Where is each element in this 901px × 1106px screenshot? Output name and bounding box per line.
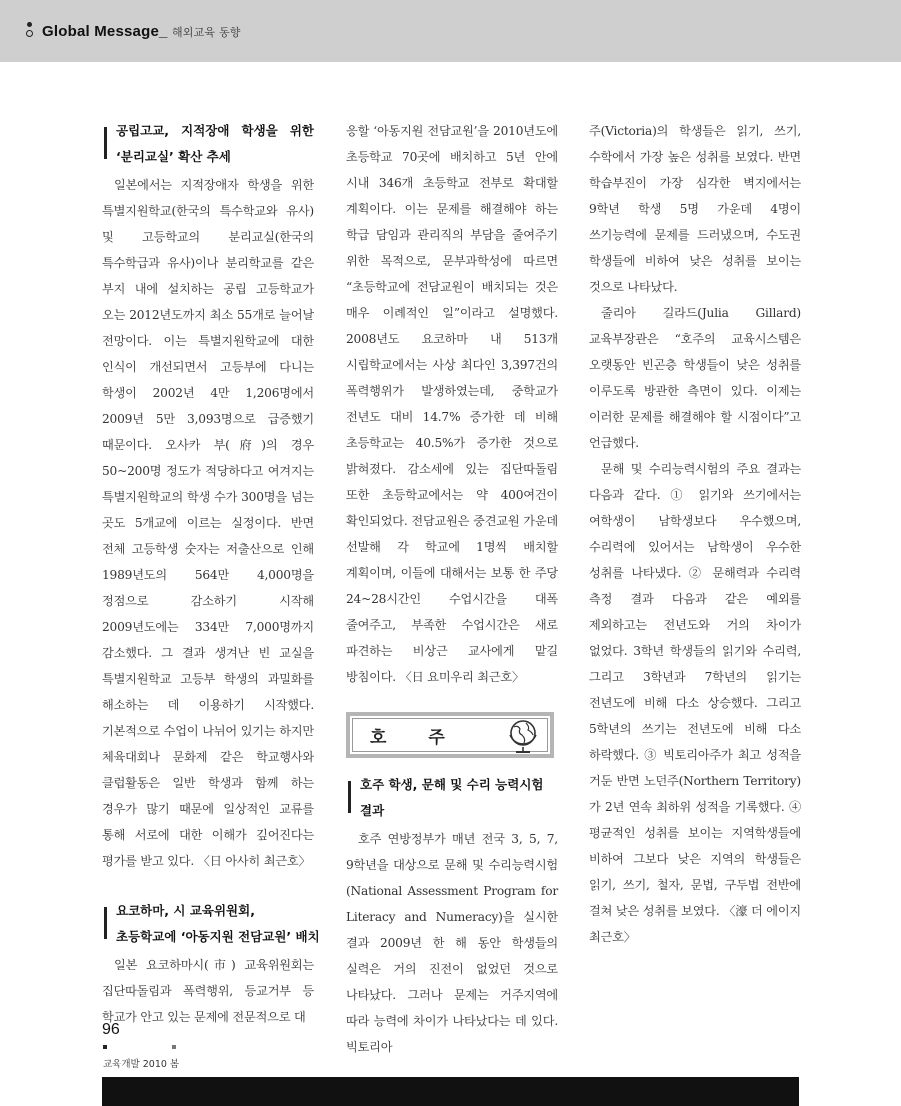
article-paragraph: 줄리아 길라드(Julia Gillard) 교육부장관은 “호주의 교육시스템은 오랫동안 빈곤층 학생들이 낮은 성취를 이루도록 방관한 측면이 있다. 이제는 이러한 문제를 해결해야 할 시점이다”고 언급했다. — [589, 306, 801, 450]
footer-square-icon — [103, 1045, 107, 1049]
section-heading — [102, 898, 320, 950]
footer-bar — [102, 1077, 799, 1106]
column-1 — [102, 118, 320, 1030]
article-body: 일본에서는 지적장애자 학생을 위한 특별지원학교(한국의 특수학교와 유사) 및 고등학교의 분리교실(한국의 특수학급과 유사)이나 분리학교를 같은 부지 내에 설치하는 공립 고등학교가 오는 2012년도까지 최소 55개로 늘어날 전망이다. 이는 특별지원학교에 대한 인식이 개선되면서 고등부에 다니는 학생이 2002년 4만 1,206명에서 2009년 5만 3,093명으로 급증했기 때문이다. 오사카 부(府)의 경우 50~200명 정도가 적당하다고 여겨지는 특별지원학교의 학생 수가 300명을 넘는 곳도 5개교에 이르는 실정이다. 반면 전체 고등학생 숫자는 저출산으로 인해 1989년도의 564만 4,000명을 정점으로 감소하기 시작해 2009년도에는 334만 7,000명까지 감소했다. 그 결과 생겨난 빈 교실을 특별지원학교 고등부 학생의 과밀화를 해소하는 데 이용하기 시작했다. 기본적으로 수업이 나뉘어 있기는 하지만 체육대회나 문화제 같은 학교행사와 클럽활동은 일반 학생과 함께 하는 경우가 많기 때문에 일상적인 교류를 통해 서로에 대한 이해가 깊어진다는 평가를 받고 있다. 〈日 아사히 최근호〉 — [102, 178, 314, 868]
heading-bar — [104, 127, 107, 159]
section-heading — [346, 772, 558, 824]
article-body: 응할 ‘아동지원 전담교원’을 2010년도에 초등학교 70곳에 배치하고 5년 안에 시내 346개 초등학교 전부로 확대할 계획이다. 이는 문제를 해결해야 하는 학급 담임과 관리직의 부담을 줄여주기 위한 목적으로, 문부과학성에 따르면 “초등학교에 전담교원이 배치되는 것은 매우 이례적인 일”이라고 설명했다. 2008년도 요코하마 내 513개 시립학교에서는 사상 최다인 3,397건의 폭력행위가 발생하였는데, 중학교가 전년도 대비 14.7% 증가한 데 비해 초등학교는 40.5%가 증가한 것으로 밝혀졌다. 감소세에 있는 집단따돌림 또한 초등학교에서는 약 400여건이 확인되었다. 전담교원은 중견교원 가운데 선발해 각 학교에 1명씩 배치할 계획이며, 이들에 대해서는 보통 한 주당 24~28시간인 수업시간을 대폭 줄여주고, 부족한 수업시간은 새로 파견하는 비상근 교사에게 맡길 방침이다. 〈日 요미우리 최근호〉 — [346, 124, 558, 684]
heading-line-2: 결과 — [360, 803, 385, 818]
article-paragraph: 문해 및 수리능력시험의 주요 결과는 다음과 같다. ① 읽기와 쓰기에서는 여학생이 남학생보다 우수했으며, 수리력에 있어서는 남학생이 우수한 성취를 나타냈다. ② 문해력과 수리력 측정 결과 다음과 같은 예외를 제외하고는 전년도와 거의 차이가 없었다. 3학년 학생들의 읽기와 수리력, 그리고 3학년과 7학년의 읽기는 전년도에 비해 다소 상승했다. 그리고 5학년의 쓰기는 전년도에 비해 다소 하락했다. ③ 빅토리아주가 최고 성적을 거둔 반면 노던주(Northern Territory)가 2년 연속 최하위 성적을 기록했다. ④ 평균적인 성취를 보이는 지역학생들에 비하여 그보다 낮은 지역의 학생들은 읽기, 쓰기, 철자, 문법, 구두법 전반에 걸쳐 낮은 성취를 보였다. 〈濠 더 에이지 최근호〉 — [589, 462, 801, 944]
heading-bar — [348, 781, 351, 813]
page-header — [0, 0, 901, 62]
page-number: 96 — [102, 1021, 120, 1038]
article-body: 호주 연방정부가 매년 전국 3, 5, 7, 9학년을 대상으로 문해 및 수리능력시험(National Assessment Program for Literacy and Numeracy)을 실시한 결과 2009년 한 해 동안 학생들의 실력은 거의 진전이 없었던 것으로 나타났다. 그러나 문제는 거주지역에 따라 능력에 차이가 나타났다는 데 있다. 빅토리아 — [346, 832, 558, 1054]
column-3 — [589, 118, 801, 950]
column-2 — [346, 118, 558, 1060]
heading-bar — [104, 907, 107, 939]
issue-label: 교육개발 2010 봄 — [103, 1059, 180, 1070]
heading-line-1: 호주 학생, 문해 및 수리 능력시험 — [360, 777, 544, 792]
section-heading — [102, 118, 314, 170]
country-banner — [346, 712, 554, 758]
header-title-text: Global Message_ — [42, 23, 168, 40]
country-name: 호 주 — [370, 728, 463, 748]
footer-square-icon — [172, 1045, 176, 1049]
heading-line-1: 요코하마, 시 교육위원회, — [116, 903, 255, 918]
article-paragraph: 주(Victoria)의 학생들은 읽기, 쓰기, 수학에서 가장 높은 성취를 보였다. 반면 학습부진이 가장 심각한 벽지에서는 9학년 학생 5명 가운데 4명이 쓰기능력에 문제를 드러냈으며, 수도권 학생들에 비하여 낮은 성취를 보이는 것으로 나타났다. — [589, 124, 801, 294]
bullet-dots-icon — [26, 22, 34, 42]
globe-icon — [504, 717, 542, 755]
header-title — [42, 23, 241, 40]
heading-line-2: 초등학교에 ‘아동지원 전담교원’ 배치 — [116, 929, 320, 944]
heading-line-2: ‘분리교실’ 확산 추세 — [116, 149, 231, 164]
article-body: 일본 요코하마시(市) 교육위원회는 집단따돌림과 폭력행위, 등교거부 등 학교가 안고 있는 문제에 전문적으로 대 — [102, 958, 314, 1024]
header-subtitle: 해외교육 동향 — [171, 26, 241, 39]
heading-line-1: 공립고교, 지적장애 학생을 위한 — [116, 123, 314, 138]
